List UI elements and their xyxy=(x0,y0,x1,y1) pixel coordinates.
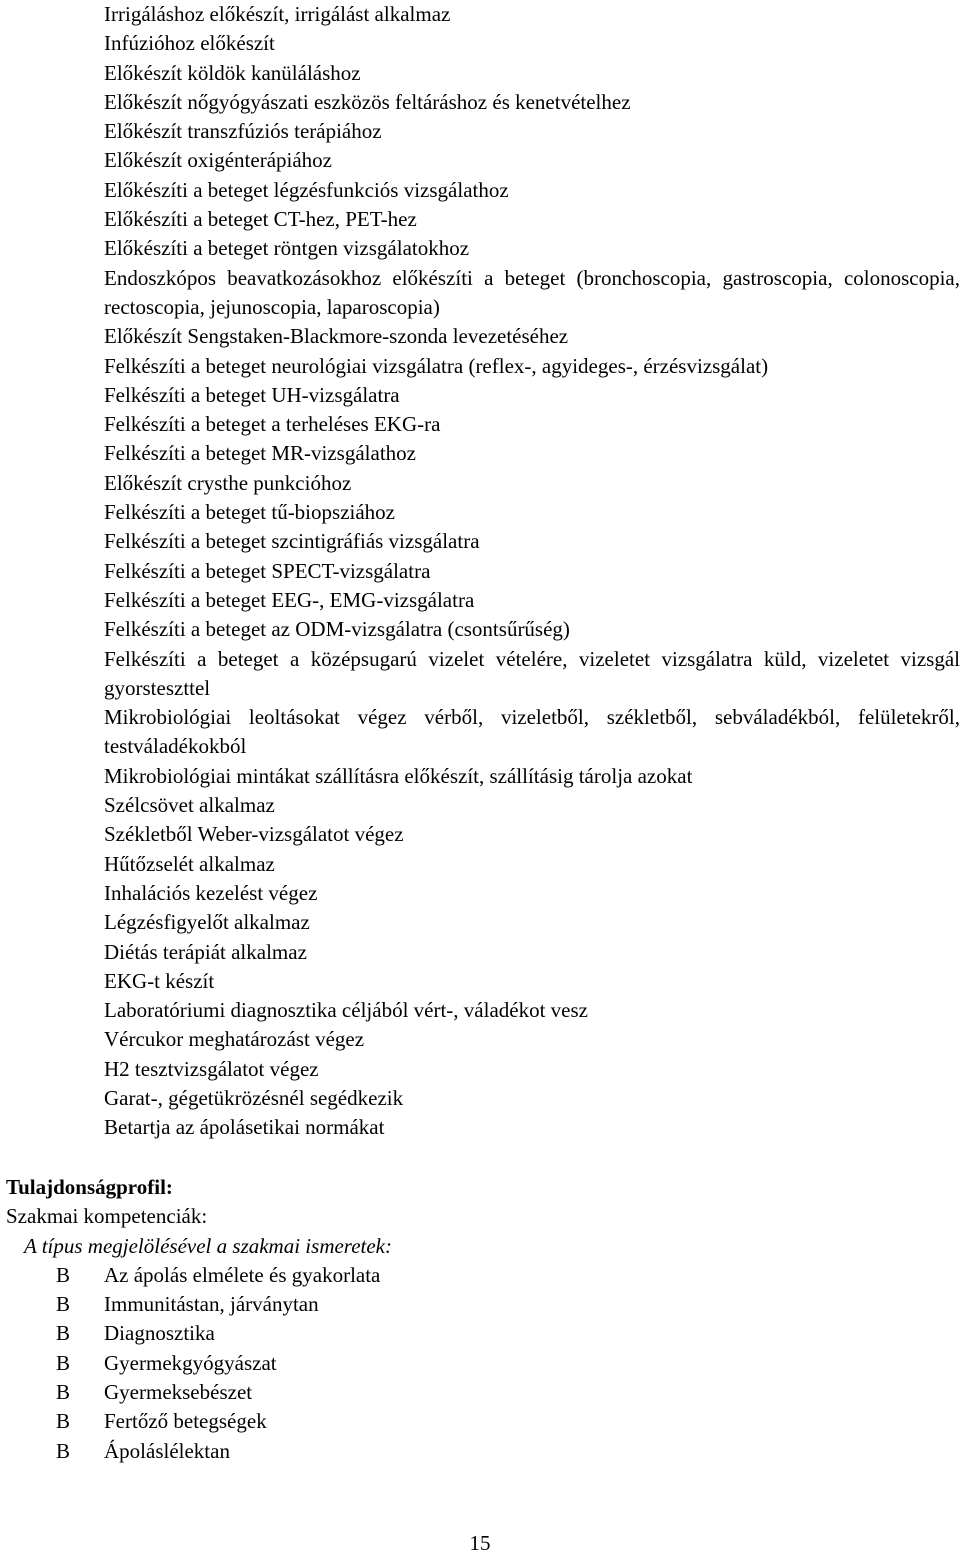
task-list xyxy=(104,0,960,1143)
knowledge-type-letter: B xyxy=(56,1292,71,1317)
task-item: Előkészít Sengstaken-Blackmore-szonda levezetéséhez xyxy=(104,324,569,349)
knowledge-row xyxy=(6,1349,946,1378)
task-item: Diétás terápiát alkalmaz xyxy=(104,939,307,964)
knowledge-row xyxy=(6,1290,946,1319)
knowledge-label: Ápoláslélektan xyxy=(104,1438,230,1463)
knowledge-row xyxy=(6,1437,946,1466)
task-item: H2 tesztvizsgálatot végez xyxy=(104,1056,319,1081)
knowledge-row xyxy=(6,1407,946,1436)
task-item: Vércukor meghatározást végez xyxy=(104,1027,365,1052)
task-item: Infúzióhoz előkészít xyxy=(104,31,275,56)
knowledge-type-caption: A típus megjelölésével a szakmai ismeretek: xyxy=(24,1233,392,1258)
task-item: Felkészíti a beteget SPECT-vizsgálatra xyxy=(104,558,431,583)
task-item: Betartja az ápolásetikai normákat xyxy=(104,1115,385,1140)
section-subheading: Szakmai kompetenciák: xyxy=(6,1204,208,1229)
task-item: Légzésfigyelőt alkalmaz xyxy=(104,910,310,935)
task-item: Székletből Weber-vizsgálatot végez xyxy=(104,822,404,847)
task-item: Szélcsövet alkalmaz xyxy=(104,793,275,818)
task-item: Garat-, gégetükrözésnél segédkezik xyxy=(104,1085,404,1110)
task-item: Előkészíti a beteget CT-hez, PET-hez xyxy=(104,207,417,232)
task-item: Felkészíti a beteget MR-vizsgálathoz xyxy=(104,441,416,466)
knowledge-label: Fertőző betegségek xyxy=(104,1409,267,1434)
task-item: Felkészíti a beteget UH-vizsgálatra xyxy=(104,382,400,407)
knowledge-label: Gyermekgyógyászat xyxy=(104,1350,277,1375)
knowledge-type-letter: B xyxy=(56,1438,71,1463)
knowledge-label: Diagnosztika xyxy=(104,1321,215,1346)
knowledge-label: Az ápolás elmélete és gyakorlata xyxy=(104,1262,381,1287)
page-number: 15 xyxy=(469,1531,491,1555)
task-item: Felkészíti a beteget a középsugarú vizelet vételére, vizeletet vizsgálatra küld, vizeletet vizsgál gyorsteszttel xyxy=(104,646,960,700)
task-item: EKG-t készít xyxy=(104,968,215,993)
task-item: Felkészíti a beteget szcintigráfiás vizsgálatra xyxy=(104,529,480,554)
task-item: Laboratóriumi diagnosztika céljából vért-, váladékot vesz xyxy=(104,998,588,1023)
knowledge-row xyxy=(6,1378,946,1407)
knowledge-label: Immunitástan, járványtan xyxy=(104,1292,319,1317)
task-item: Előkészíti a beteget röntgen vizsgálatokhoz xyxy=(104,236,470,261)
task-item: Előkészít nőgyógyászati eszközös feltáráshoz és kenetvételhez xyxy=(104,89,631,114)
task-item: Előkészít crysthe punkcióhoz xyxy=(104,470,352,495)
knowledge-type-letter: B xyxy=(56,1380,71,1405)
task-item: Előkészít transzfúziós terápiához xyxy=(104,119,382,144)
knowledge-row xyxy=(6,1261,946,1290)
task-item: Előkészít köldök kanüláláshoz xyxy=(104,60,361,85)
task-item: Felkészíti a beteget EEG-, EMG-vizsgálatra xyxy=(104,587,475,612)
knowledge-type-letter: B xyxy=(56,1321,71,1346)
task-item: Mikrobiológiai leoltásokat végez vérből, vizeletből, székletből, sebváladékból, felületekről, testváladékokból xyxy=(104,705,960,759)
task-item: Inhalációs kezelést végez xyxy=(104,880,318,905)
task-item: Előkészíti a beteget légzésfunkciós vizsgálathoz xyxy=(104,177,509,202)
knowledge-row xyxy=(6,1319,946,1348)
task-item: Felkészíti a beteget az ODM-vizsgálatra (csontsűrűség) xyxy=(104,617,570,642)
task-item: Irrigáláshoz előkészít, irrigálást alkalmaz xyxy=(104,2,451,26)
section-heading: Tulajdonságprofil: xyxy=(6,1175,173,1199)
task-item: Előkészít oxigénterápiához xyxy=(104,148,332,173)
knowledge-type-letter: B xyxy=(56,1350,71,1375)
task-item: Hűtőzselét alkalmaz xyxy=(104,851,275,876)
property-profile-section xyxy=(6,1173,946,1466)
task-item: Endoszkópos beavatkozásokhoz előkészíti a beteget (bronchoscopia, gastroscopia, colonoscopia, rectoscopia, jejunoscopia, laparoscopia) xyxy=(104,265,960,319)
knowledge-list xyxy=(6,1261,946,1466)
task-item: Felkészíti a beteget neurológiai vizsgálatra (reflex-, agyideges-, érzésvizsgálat) xyxy=(104,353,769,378)
task-item: Felkészíti a beteget tű-biopsziához xyxy=(104,500,395,525)
knowledge-type-letter: B xyxy=(56,1409,71,1434)
task-item: Felkészíti a beteget a terheléses EKG-ra xyxy=(104,412,441,437)
knowledge-label: Gyermeksebészet xyxy=(104,1380,253,1405)
knowledge-type-letter: B xyxy=(56,1262,71,1287)
task-item: Mikrobiológiai mintákat szállításra előkészít, szállításig tárolja azokat xyxy=(104,763,693,788)
